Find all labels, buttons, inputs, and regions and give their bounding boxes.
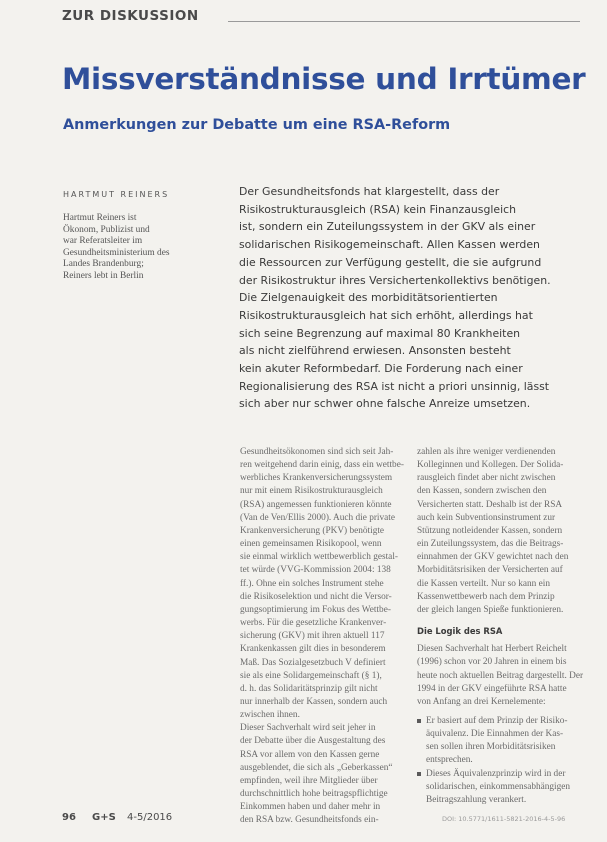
lead-line: als nicht zielführend erwiesen. Ansonsten besteht <box>239 344 511 358</box>
body-line: durchschnittlich hohe beitragspflichtige <box>240 789 388 800</box>
lead-line: die Ressourcen zur Verfügung gestellt, die sie aufgrund <box>239 255 542 269</box>
author-bio <box>63 213 193 283</box>
body-line: tet würde (VVG-Kommission 2004: 138 <box>240 565 391 576</box>
body-line: die Risikoselektion und nicht die Versor- <box>240 591 392 602</box>
body-line: gungsoptimierung im Fokus des Wettbe- <box>240 604 391 615</box>
author-bio-line: Landes Brandenburg; <box>63 259 144 270</box>
author-bio-line: Reiners lebt in Berlin <box>63 270 144 281</box>
lead-line: Risikostrukturausgleich hat sich erhöht, allerdings hat <box>239 308 533 322</box>
lead-line: der Risikostruktur ihres Versichertenkollektivs benötigen. <box>239 273 551 287</box>
section-subheading: Die Logik des RSA <box>417 626 503 637</box>
body-line: Einkommen haben und daher mehr in <box>240 802 381 813</box>
bullet-line: Dieses Äquivalenzprinzip wird in der <box>426 768 566 779</box>
body-line: RSA vor allem von den Kassen gerne <box>240 749 380 760</box>
body-line: den RSA bzw. Gesundheitsfonds ein- <box>240 815 379 826</box>
body-line: Versicherten statt. Deshalb ist der RSA <box>417 499 563 510</box>
body-line: ren weitgehend darin einig, dass ein wettbe- <box>240 460 404 471</box>
body-line: werbliches Krankenversicherungssystem <box>240 473 393 484</box>
body-line: Maß. Das Sozialgesetzbuch V definiert <box>240 657 386 668</box>
issue-number: 4-5/2016 <box>127 812 173 823</box>
body-line: den Kassen, sondern zwischen den <box>417 486 547 497</box>
body-line: sie als eine Solidargemeinschaft (§ 1), <box>240 670 382 681</box>
body-line: Morbiditätsrisiken der Versicherten auf <box>417 565 563 576</box>
body-line: rausgleich findet aber nicht zwischen <box>417 473 556 484</box>
lead-line: sich aber nur schwer ohne falsche Anreize umsetzen. <box>239 397 531 411</box>
lead-line: sich seine Begrenzung auf maximal 80 Krankheiten <box>239 326 521 340</box>
lead-line: kein akuter Reformbedarf. Die Forderung nach einer <box>239 362 523 376</box>
body-line: ein Zuteilungssystem, das die Beitrags- <box>417 539 564 550</box>
bullet-line: solidarischen, einkommensabhängigen <box>426 781 571 792</box>
bullet-item <box>417 768 585 807</box>
article-title: Missverständnisse und Irrtümer <box>62 62 586 96</box>
body-line: d. h. das Solidaritätsprinzip gilt nicht <box>240 683 378 694</box>
body-column-right <box>417 446 585 807</box>
author-name: HARTMUT REINERS <box>63 190 170 199</box>
body-line: zahlen als ihre weniger verdienenden <box>417 447 556 457</box>
body-line: Stützung notleidender Kassen, sondern <box>417 525 563 536</box>
body-line: (1996) schon vor 20 Jahren in einem bis <box>417 657 567 668</box>
body-line: zwischen ihnen. <box>240 710 300 721</box>
bullet-square-icon <box>417 719 421 723</box>
lead-line: ist, sondern ein Zuteilungssystem in der GKV als einer <box>239 220 536 234</box>
body-line: werbs. Für die gesetzliche Krankenver- <box>240 618 387 629</box>
body-line: Kolleginnen und Kollegen. Der Solida- <box>417 460 564 471</box>
lead-paragraph <box>239 183 591 413</box>
author-bio-line: war Referatsleiter im <box>63 236 143 247</box>
body-line: 1994 in der GKV eingeführte RSA hatte <box>417 683 567 694</box>
body-line: sie einmal wirklich wettbewerblich gestal- <box>240 552 398 563</box>
author-bio-line: Hartmut Reiners ist <box>63 213 137 223</box>
body-line: Kassenwettbewerb nach dem Prinzip <box>417 591 555 602</box>
body-line: nur mit einem Risikostrukturausgleich <box>240 486 383 497</box>
body-line: Krankenversicherung (PKV) benötigte <box>240 525 385 536</box>
body-line: Dieser Sachverhalt wird seit jeher in <box>240 723 376 734</box>
bullet-line: sen sollen ihren Morbiditätsrisiken <box>426 742 556 753</box>
body-line: auch kein Subventionsinstrument zur <box>417 512 556 523</box>
section-rule <box>228 21 580 22</box>
bullet-line: entsprechen. <box>426 755 473 766</box>
bullet-item <box>417 715 585 768</box>
body-line: (RSA) angemessen funktionieren könnte <box>240 499 392 510</box>
bullet-line: äquivalenz. Die Einnahmen der Kas- <box>426 729 564 740</box>
body-column-left <box>240 446 406 828</box>
body-line: empfinden, weil ihre Mitglieder über <box>240 775 378 786</box>
body-line: nur innerhalb der Kassen, sondern auch <box>240 696 388 707</box>
article-subtitle: Anmerkungen zur Debatte um eine RSA-Reform <box>63 117 451 133</box>
section-label: ZUR DISKUSSION <box>62 8 199 24</box>
magazine-name: G+S <box>92 812 116 823</box>
author-bio-line: Gesundheitsministerium des <box>63 247 170 258</box>
body-line: der Debatte über die Ausgestaltung des <box>240 736 386 747</box>
page-number: 96 <box>62 812 76 823</box>
author-bio-line: Ökonom, Publizist und <box>63 224 150 235</box>
body-line: einen gemeinsamen Risikopool, wenn <box>240 539 382 550</box>
doi-reference: DOI: 10.5771/1611-5821-2016-4-5-96 <box>442 815 566 823</box>
bullet-line: Beitragszahlung verankert. <box>426 794 527 805</box>
body-line: Gesundheitsökonomen sind sich seit Jah- <box>240 447 394 457</box>
body-line: ff.). Ohne ein solches Instrument stehe <box>240 578 384 589</box>
body-line: von Anfang an drei Kernelemente: <box>417 696 546 707</box>
lead-line: Die Zielgenauigkeit des morbiditätsorientierten <box>239 291 498 305</box>
body-line: ausgeblendet, die sich als „Geberkassen“ <box>240 762 393 773</box>
body-line: einnahmen der GKV gewichtet nach den <box>417 552 569 563</box>
lead-line: Regionalisierung des RSA ist nicht a priori unsinnig, lässt <box>239 379 550 393</box>
body-line: die Kassen verteilt. Nur so kann ein <box>417 578 550 589</box>
body-line: heute noch aktuellen Beitrag dargestellt. Der <box>417 670 584 681</box>
lead-line: solidarischen Risikogemeinschaft. Allen Kassen werden <box>239 238 540 252</box>
body-line: sicherung (GKV) mit ihren aktuell 117 <box>240 631 385 642</box>
body-line: Krankenkassen gilt dies in besonderem <box>240 644 386 655</box>
lead-line: Risikostrukturausgleich (RSA) kein Finanzausgleich <box>239 202 517 216</box>
bullet-square-icon <box>417 772 421 776</box>
lead-line: Der Gesundheitsfonds hat klargestellt, dass der <box>239 185 500 198</box>
bullet-line: Er basiert auf dem Prinzip der Risiko- <box>426 715 568 726</box>
body-line: Diesen Sachverhalt hat Herbert Reichelt <box>417 644 567 655</box>
body-line: (Van de Ven/Ellis 2000). Auch die private <box>240 512 396 523</box>
body-line: der gleich langen Spieße funktionieren. <box>417 604 564 615</box>
